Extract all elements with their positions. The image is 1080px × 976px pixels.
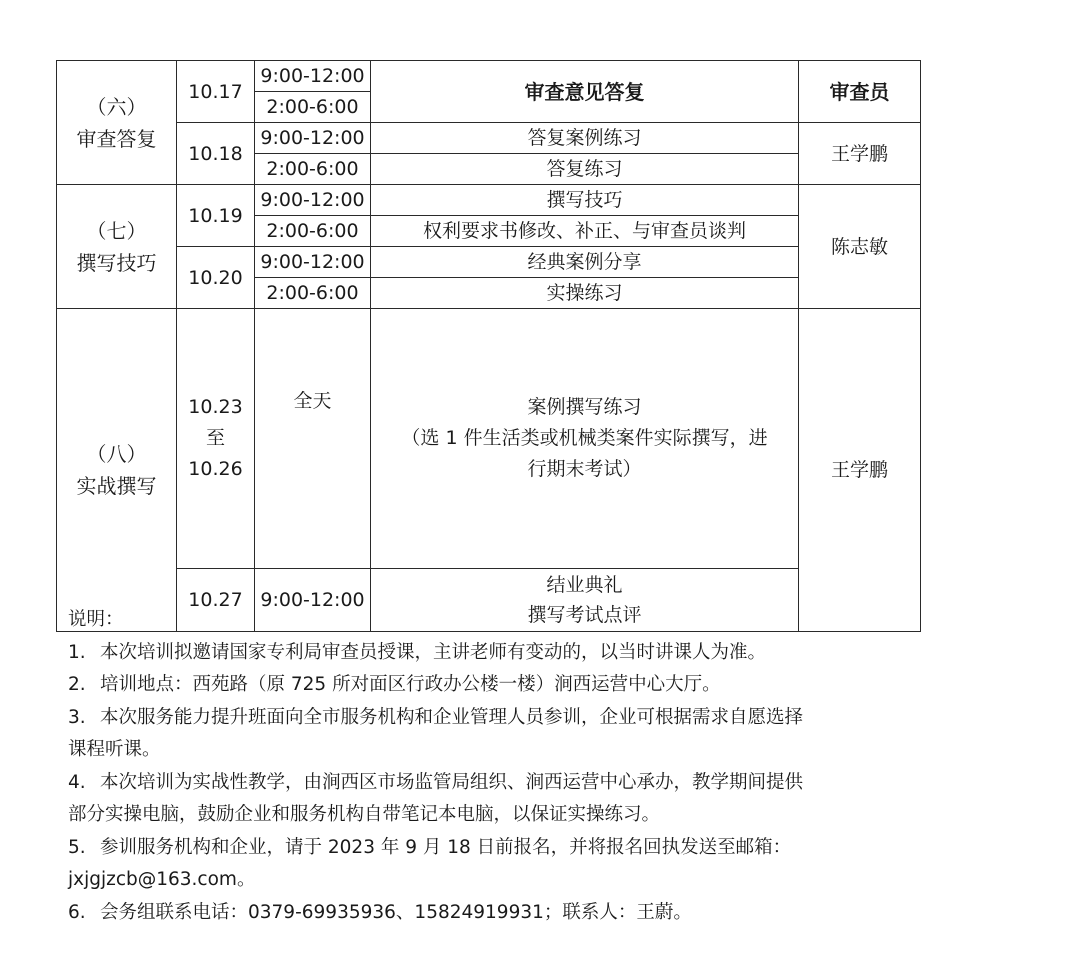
note-number: 6.: [68, 901, 86, 923]
note-item: [68, 832, 918, 865]
topic-cell: 实操练习: [371, 278, 799, 309]
time-cell: 2:00-6:00: [255, 92, 371, 123]
topic-cell: 答复案例练习: [371, 123, 799, 154]
note-item: [68, 767, 918, 800]
note-item: [68, 702, 918, 735]
section-cell: [57, 61, 177, 185]
note-number: 3.: [68, 706, 86, 728]
topic-line: （选 1 件生活类或机械类案件实际撰写，进: [401, 427, 768, 449]
note-continuation: 课程听课。: [68, 739, 161, 760]
table-row: [57, 247, 921, 278]
topic-cell: 经典案例分享: [371, 247, 799, 278]
section-name: 审查答复: [76, 126, 157, 151]
topic-cell: 答复练习: [371, 154, 799, 185]
teacher-cell: 王学鹏: [799, 123, 921, 185]
date-end: 10.26: [188, 458, 243, 480]
section-cell: [57, 309, 177, 632]
notes-heading: 说明：: [68, 609, 124, 630]
time-cell: 9:00-12:00: [255, 247, 371, 278]
teacher-header-cell: 审查员: [799, 61, 921, 123]
time-cell: 9:00-12:00: [255, 185, 371, 216]
note-number: 4.: [68, 771, 86, 793]
date-cell: 10.27: [177, 569, 255, 632]
note-continuation: 部分实操电脑，鼓励企业和服务机构自带笔记本电脑，以保证实操练习。: [68, 804, 661, 825]
date-cell: 10.19: [177, 185, 255, 247]
note-text: 会务组联系电话：0379-69935936、15824919931；联系人：王蔚。: [100, 901, 692, 923]
topic-line: 撰写考试点评: [527, 604, 642, 626]
note-number: 1.: [68, 641, 86, 663]
date-start: 10.23: [188, 396, 243, 418]
section-cell: [57, 185, 177, 309]
training-schedule-table: [56, 60, 921, 632]
topic-cell: [371, 309, 799, 569]
note-text: 培训地点：西苑路（原 725 所对面区行政办公楼一楼）涧西运营中心大厅。: [100, 674, 721, 695]
date-cell: 10.18: [177, 123, 255, 185]
note-continuation: jxjgjzcb@163.com。: [68, 869, 256, 890]
section-name: 撰写技巧: [76, 250, 157, 275]
date-cell: 10.20: [177, 247, 255, 309]
section-name: 实战撰写: [76, 474, 157, 498]
date-to: 至: [205, 427, 225, 449]
time-cell: 2:00-6:00: [255, 216, 371, 247]
topic-cell: 权利要求书修改、补正、与审查员谈判: [371, 216, 799, 247]
section-number: （六）: [86, 94, 147, 119]
time-cell: 9:00-12:00: [255, 569, 371, 632]
section-number: （七）: [86, 218, 147, 243]
topic-line: 案例撰写练习: [527, 396, 642, 418]
table-row: [57, 309, 921, 569]
note-number: 5.: [68, 836, 86, 858]
topic-line: 结业典礼: [546, 574, 623, 596]
note-text: 本次培训为实战性教学，由涧西区市场监管局组织、涧西运营中心承办，教学期间提供: [100, 771, 804, 793]
topic-cell: 审查意见答复: [371, 61, 799, 123]
teacher-cell: 陈志敏: [799, 185, 921, 309]
teacher-cell: 王学鹏: [799, 309, 921, 632]
table-row: [57, 123, 921, 154]
note-item: [68, 669, 918, 702]
section-number: （八）: [86, 442, 147, 466]
note-item: [68, 897, 918, 930]
notes-section: [68, 604, 918, 929]
time-cell: 9:00-12:00: [255, 61, 371, 92]
date-cell: 10.17: [177, 61, 255, 123]
time-cell: 2:00-6:00: [255, 278, 371, 309]
note-text: 本次培训拟邀请国家专利局审查员授课，主讲老师有变动的，以当时讲课人为准。: [100, 641, 767, 663]
note-text: 本次服务能力提升班面向全市服务机构和企业管理人员参训，企业可根据需求自愿选择: [100, 706, 804, 728]
topic-cell: 撰写技巧: [371, 185, 799, 216]
time-cell: 9:00-12:00: [255, 123, 371, 154]
note-text: 参训服务机构和企业，请于 2023 年 9 月 18 日前报名，并将报名回执发送至邮箱：: [100, 836, 792, 858]
date-cell: [177, 309, 255, 569]
note-number: 2.: [68, 674, 86, 695]
time-cell: 2:00-6:00: [255, 154, 371, 185]
table-row: [57, 61, 921, 92]
time-cell: 全天: [255, 309, 371, 569]
table-row: [57, 185, 921, 216]
note-item: [68, 637, 918, 670]
topic-line: 行期末考试）: [527, 458, 642, 480]
